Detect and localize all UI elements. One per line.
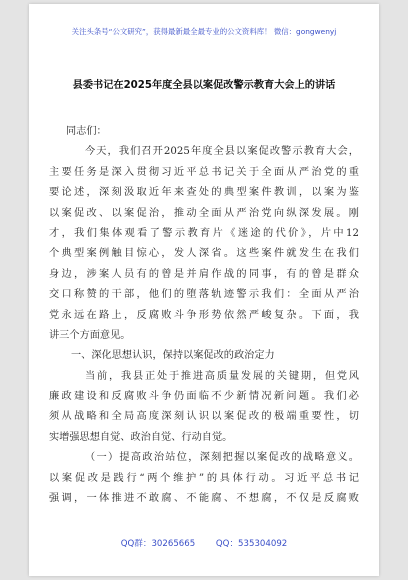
paragraph-line: 交口称赞的干部，他们的堕落轨迹警示我们：全面从严治 [49,289,359,301]
paragraph-line: 个典型案例触目惊心，发人深省。这些案件就发生在我们 [49,248,359,260]
header-promo-note: 关注头条号“公文研究”，获得最新最全最专业的公文资料库！ 微信：gongwenyj [71,27,337,36]
paragraph-line: 讲三个方面意见。 [49,329,131,341]
section-heading: 一、深化思想认识，保持以案促改的政治定力 [71,350,275,362]
paragraph-line: 实增强思想自觉、政治自觉、行动自觉。 [49,431,233,443]
paragraph-line: 强调，一体推进不敢腐、不能腐、不想腐，不仅是反腐败 [49,493,359,505]
paragraph-line: 才，我们集体观看了警示教育片《迷途的代价》，片中12 [49,227,359,239]
paragraph-line: 党永远在路上，反腐败斗争形势依然严峻复杂。下面，我 [49,309,359,321]
paragraph-line: 主要任务是深入贯彻习近平总书记关于全面从严治党的重 [49,166,359,178]
paragraph-line: 当前，我县正处于推进高质量发展的关键期，但党风 [85,370,359,382]
paragraph-line: 以案促改、以案促治，推动全面从严治党向纵深发展。刚 [49,207,359,219]
document-title: 县委书记在2025年度全县以案促改警示教育大会上的讲话 [72,80,336,91]
paragraph-line: 以案促改是践行“两个维护”的具体行动。习近平总书记 [49,472,359,484]
subsection-heading: （一）提高政治站位，深刻把握以案促改的战略意义。 [85,452,359,464]
paragraph-line: 廉政建设和反腐败斗争仍面临不少新情况新问题。我们必 [49,391,359,403]
document-page [29,4,379,576]
paragraph-line: 今天，我们召开2025年度全县以案促改警示教育大会， [85,146,359,158]
footer-contact: QQ群：30265665 QQ：535304092 [120,539,288,549]
body-text [49,122,359,509]
paragraph-line: 要论述，深刻汲取近年来查处的典型案件教训，以案为鉴 [49,187,359,199]
salutation: 同志们： [66,126,107,137]
paragraph-line: 须从战略和全局高度深刻认识以案促改的极端重要性，切 [49,411,359,423]
paragraph-line: 身边，涉案人员有的曾是并肩作战的同事，有的曾是群众 [49,268,359,280]
